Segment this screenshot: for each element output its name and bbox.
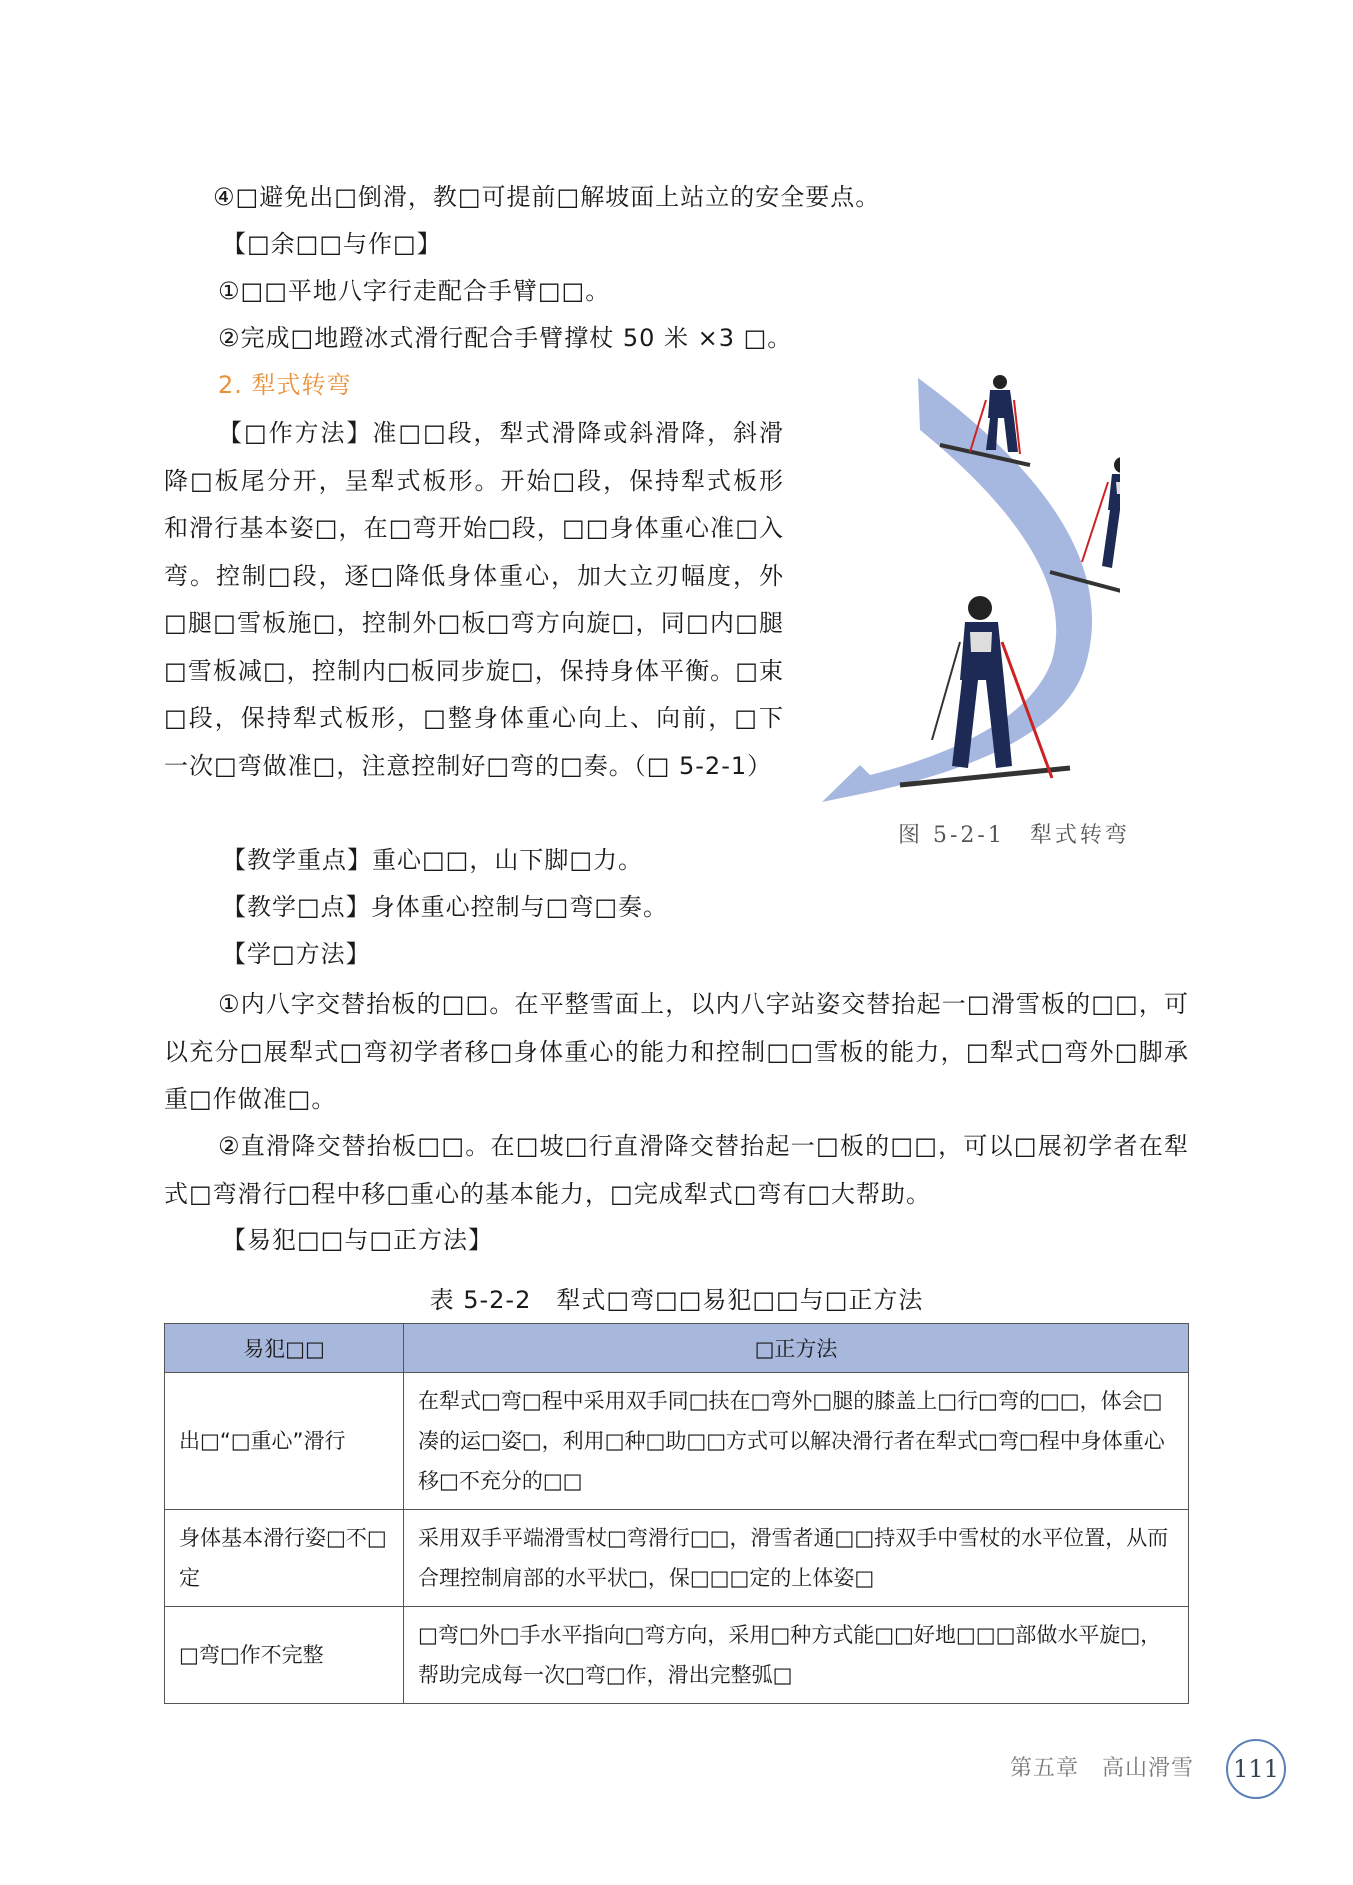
chapter-footer: 第五章 高山滑雪 bbox=[1010, 1756, 1195, 1781]
table-cell: 出□“□重心”滑行 bbox=[165, 1373, 404, 1510]
learn-paragraph-2: ②直滑降交替抬板□□。在□坡□行直滑降交替抬起一□板的□□，可以□展初学者在犁式□弯滑行□程中移□重心的基本能力，□完成犁式□弯有□大帮助。 bbox=[164, 1132, 1189, 1208]
table-row bbox=[165, 1510, 1189, 1607]
learn-heading: 【学□方法】 bbox=[222, 940, 371, 968]
page-number: 111 bbox=[1226, 1739, 1286, 1799]
table-cell: □弯□作不完整 bbox=[165, 1607, 404, 1704]
table-cell: 采用双手平端滑雪杖□弯滑行□□，滑雪者通□□持双手中雪杖的水平位置，从而合理控制肩部的水平状□，保□□□定的上体姿□ bbox=[404, 1510, 1189, 1607]
practice-item-1: ①□□平地八字行走配合手臂□□。 bbox=[218, 277, 611, 305]
table-row bbox=[165, 1373, 1189, 1510]
practice-heading: 【□余□□与作□】 bbox=[222, 230, 442, 258]
table-caption: 表 5-2-2 犁式□弯□□易犯□□与□正方法 bbox=[429, 1286, 924, 1314]
errors-heading: 【易犯□□与□正方法】 bbox=[222, 1226, 494, 1254]
learn-paragraph-1: ①内八字交替抬板的□□。在平整雪面上，以内八字站姿交替抬起一□滑雪板的□□，可以充分□展犁式□弯初学者移□身体重心的能力和控制□□雪板的能力，□犁式□弯外□脚承重□作做准□。 bbox=[164, 990, 1189, 1113]
difficult-point: 【教学□点】身体重心控制与□弯□奏。 bbox=[222, 893, 669, 921]
practice-item-2: ②完成□地蹬冰式滑行配合手臂撑杖 50 米 ×3 □。 bbox=[218, 324, 793, 352]
table-header-row bbox=[165, 1324, 1189, 1373]
table-row bbox=[165, 1607, 1189, 1704]
table-cell: 身体基本滑行姿□不□定 bbox=[165, 1510, 404, 1607]
method-paragraph: 【□作方法】准□□段，犁式滑降或斜滑降，斜滑降□板尾分开，呈犁式板形。开始□段，保持犁式板形和滑行基本姿□，在□弯开始□段，□□身体重心准□入弯。控制□段，逐□降低身体重心，加大立刃幅度，外□腿□雪板施□，控制外□板□弯方向旋□，同□内□腿□雪板减□，控制内□板同步旋□，保持身体平衡。□束□段，保持犁式板形，□整身体重心向上、向前，□下一次□弯做准□，注意控制好□弯的□奏。（□ 5-2-1） bbox=[164, 419, 784, 780]
table-cell: 在犁式□弯□程中采用双手同□扶在□弯外□腿的膝盖上□行□弯的□□，体会□凑的运□姿□，利用□种□助□□方式可以解决滑行者在犁式□弯□程中身体重心移□不充分的□□ bbox=[404, 1373, 1189, 1510]
errors-table bbox=[164, 1323, 1189, 1704]
table-cell: □弯□外□手水平指向□弯方向，采用□种方式能□□好地□□□部做水平旋□，帮助完成每一次□弯□作，滑出完整弧□ bbox=[404, 1607, 1189, 1704]
figure-caption: 图 5-2-1 犁式转弯 bbox=[898, 823, 1130, 848]
table-header-cell: 易犯□□ bbox=[165, 1324, 404, 1373]
body-line-1: ④□避免出□倒滑，教□可提前□解坡面上站立的安全要点。 bbox=[213, 183, 881, 211]
table-header-cell: □正方法 bbox=[404, 1324, 1189, 1373]
key-point: 【教学重点】重心□□，山下脚□力。 bbox=[222, 846, 644, 874]
section-title: 2. 犁式转弯 bbox=[218, 371, 352, 399]
snowplow-turn-figure bbox=[820, 370, 1120, 815]
